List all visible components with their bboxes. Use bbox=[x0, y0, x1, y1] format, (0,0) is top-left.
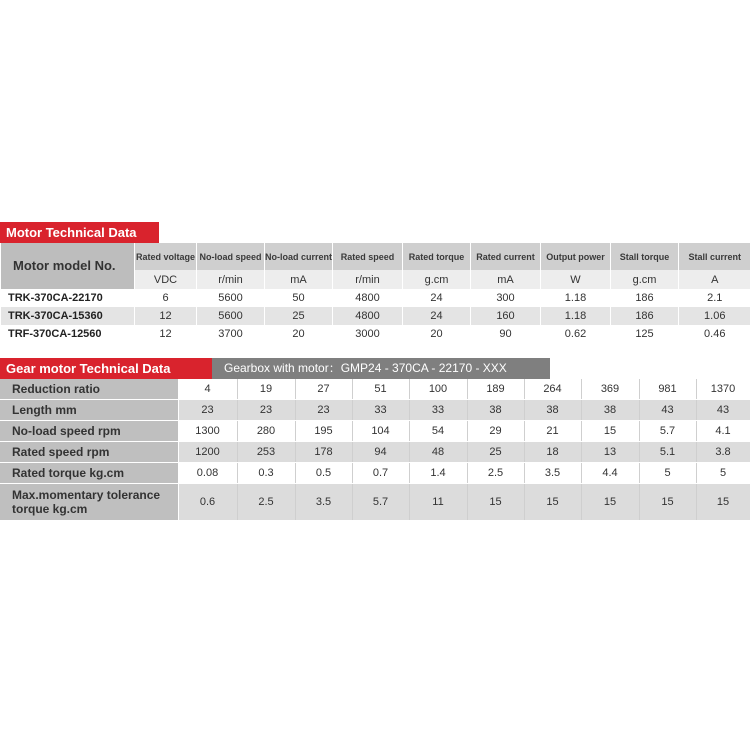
value-cell: 0.08 bbox=[178, 463, 237, 484]
gearbox-note: Gearbox with motor：GMP24 - 370CA - 22170 - XXX bbox=[212, 358, 550, 379]
value-cell: 1.4 bbox=[409, 463, 467, 484]
value-cell: 25 bbox=[467, 442, 524, 463]
table-row bbox=[0, 484, 750, 521]
table-row bbox=[1, 289, 750, 307]
value-cell: 0.46 bbox=[679, 325, 750, 343]
value-cell: 13 bbox=[581, 442, 639, 463]
value-cell: 5600 bbox=[197, 307, 265, 325]
value-cell: 38 bbox=[467, 400, 524, 421]
value-cell: 1.06 bbox=[679, 307, 750, 325]
value-cell: 100 bbox=[409, 379, 467, 400]
value-cell: 4 bbox=[178, 379, 237, 400]
col-header-output-power: Output power bbox=[541, 243, 611, 270]
value-cell: 25 bbox=[265, 307, 333, 325]
value-cell: 0.3 bbox=[237, 463, 295, 484]
value-cell: 11 bbox=[409, 484, 467, 521]
col-header-stall-current: Stall current bbox=[679, 243, 750, 270]
unit-cell: g.cm bbox=[403, 270, 471, 289]
unit-cell: mA bbox=[265, 270, 333, 289]
value-cell: 3700 bbox=[197, 325, 265, 343]
value-cell: 1.18 bbox=[541, 307, 611, 325]
unit-cell: g.cm bbox=[611, 270, 679, 289]
value-cell: 20 bbox=[265, 325, 333, 343]
value-cell: 0.5 bbox=[295, 463, 352, 484]
row-label-no-load-speed: No-load speed rpm bbox=[0, 421, 178, 442]
value-cell: 38 bbox=[524, 400, 581, 421]
value-cell: 4.4 bbox=[581, 463, 639, 484]
value-cell: 2.1 bbox=[679, 289, 750, 307]
value-cell: 3.8 bbox=[696, 442, 750, 463]
motor-model-cell: TRF-370CA-12560 bbox=[1, 325, 135, 343]
value-cell: 0.7 bbox=[352, 463, 409, 484]
value-cell: 33 bbox=[352, 400, 409, 421]
col-header-rated-torque: Rated torque bbox=[403, 243, 471, 270]
unit-cell: W bbox=[541, 270, 611, 289]
value-cell: 12 bbox=[135, 307, 197, 325]
value-cell: 3000 bbox=[333, 325, 403, 343]
motor-header-row bbox=[1, 243, 750, 270]
value-cell: 15 bbox=[581, 484, 639, 521]
value-cell: 0.62 bbox=[541, 325, 611, 343]
value-cell: 1370 bbox=[696, 379, 750, 400]
motor-spec-table bbox=[0, 243, 750, 343]
col-header-rated-current: Rated current bbox=[471, 243, 541, 270]
table-row bbox=[1, 325, 750, 343]
value-cell: 0.6 bbox=[178, 484, 237, 521]
value-cell: 5 bbox=[639, 463, 696, 484]
col-header-stall-torque: Stall torque bbox=[611, 243, 679, 270]
value-cell: 50 bbox=[265, 289, 333, 307]
value-cell: 981 bbox=[639, 379, 696, 400]
unit-cell: r/min bbox=[333, 270, 403, 289]
value-cell: 300 bbox=[471, 289, 541, 307]
value-cell: 15 bbox=[696, 484, 750, 521]
value-cell: 51 bbox=[352, 379, 409, 400]
unit-cell: r/min bbox=[197, 270, 265, 289]
value-cell: 19 bbox=[237, 379, 295, 400]
unit-cell: mA bbox=[471, 270, 541, 289]
col-header-no-load-speed: No-load speed bbox=[197, 243, 265, 270]
row-label-rated-speed: Rated speed rpm bbox=[0, 442, 178, 463]
unit-cell: A bbox=[679, 270, 750, 289]
col-header-no-load-current: No-load current bbox=[265, 243, 333, 270]
unit-cell: VDC bbox=[135, 270, 197, 289]
value-cell: 3.5 bbox=[524, 463, 581, 484]
value-cell: 90 bbox=[471, 325, 541, 343]
value-cell: 3.5 bbox=[295, 484, 352, 521]
table-row bbox=[1, 307, 750, 325]
value-cell: 5.1 bbox=[639, 442, 696, 463]
value-cell: 186 bbox=[611, 289, 679, 307]
value-cell: 178 bbox=[295, 442, 352, 463]
value-cell: 24 bbox=[403, 307, 471, 325]
motor-section-title: Motor Technical Data bbox=[0, 222, 159, 243]
value-cell: 23 bbox=[178, 400, 237, 421]
col-header-rated-speed: Rated speed bbox=[333, 243, 403, 270]
value-cell: 12 bbox=[135, 325, 197, 343]
value-cell: 29 bbox=[467, 421, 524, 442]
value-cell: 15 bbox=[581, 421, 639, 442]
gear-spec-table bbox=[0, 379, 750, 521]
value-cell: 125 bbox=[611, 325, 679, 343]
value-cell: 253 bbox=[237, 442, 295, 463]
row-label-max-momentary-tolerance-torque: Max.momentary tolerance torque kg.cm bbox=[0, 484, 178, 521]
value-cell: 23 bbox=[237, 400, 295, 421]
value-cell: 264 bbox=[524, 379, 581, 400]
value-cell: 24 bbox=[403, 289, 471, 307]
value-cell: 4800 bbox=[333, 307, 403, 325]
value-cell: 21 bbox=[524, 421, 581, 442]
value-cell: 15 bbox=[524, 484, 581, 521]
value-cell: 5 bbox=[696, 463, 750, 484]
motor-model-cell: TRK-370CA-22170 bbox=[1, 289, 135, 307]
value-cell: 5600 bbox=[197, 289, 265, 307]
value-cell: 15 bbox=[639, 484, 696, 521]
value-cell: 280 bbox=[237, 421, 295, 442]
value-cell: 2.5 bbox=[467, 463, 524, 484]
col-header-rated-voltage: Rated voltage bbox=[135, 243, 197, 270]
row-label-rated-torque: Rated torque kg.cm bbox=[0, 463, 178, 484]
row-label-length: Length mm bbox=[0, 400, 178, 421]
value-cell: 5.7 bbox=[639, 421, 696, 442]
value-cell: 33 bbox=[409, 400, 467, 421]
value-cell: 15 bbox=[467, 484, 524, 521]
value-cell: 5.7 bbox=[352, 484, 409, 521]
table-row bbox=[0, 400, 750, 421]
value-cell: 189 bbox=[467, 379, 524, 400]
value-cell: 1.18 bbox=[541, 289, 611, 307]
value-cell: 1300 bbox=[178, 421, 237, 442]
value-cell: 38 bbox=[581, 400, 639, 421]
motor-model-header: Motor model No. bbox=[1, 243, 135, 289]
gear-section-title: Gear motor Technical Data bbox=[0, 358, 212, 379]
value-cell: 43 bbox=[696, 400, 750, 421]
value-cell: 48 bbox=[409, 442, 467, 463]
motor-model-cell: TRK-370CA-15360 bbox=[1, 307, 135, 325]
gear-motor-technical-section bbox=[0, 358, 750, 521]
table-row bbox=[0, 442, 750, 463]
value-cell: 195 bbox=[295, 421, 352, 442]
value-cell: 23 bbox=[295, 400, 352, 421]
table-row bbox=[0, 379, 750, 400]
table-row bbox=[0, 421, 750, 442]
value-cell: 20 bbox=[403, 325, 471, 343]
value-cell: 6 bbox=[135, 289, 197, 307]
value-cell: 1200 bbox=[178, 442, 237, 463]
row-label-reduction-ratio: Reduction ratio bbox=[0, 379, 178, 400]
value-cell: 186 bbox=[611, 307, 679, 325]
value-cell: 369 bbox=[581, 379, 639, 400]
value-cell: 4.1 bbox=[696, 421, 750, 442]
value-cell: 43 bbox=[639, 400, 696, 421]
value-cell: 160 bbox=[471, 307, 541, 325]
value-cell: 104 bbox=[352, 421, 409, 442]
value-cell: 27 bbox=[295, 379, 352, 400]
table-row bbox=[0, 463, 750, 484]
value-cell: 54 bbox=[409, 421, 467, 442]
value-cell: 2.5 bbox=[237, 484, 295, 521]
value-cell: 4800 bbox=[333, 289, 403, 307]
gear-title-row bbox=[0, 358, 750, 379]
value-cell: 94 bbox=[352, 442, 409, 463]
motor-technical-section bbox=[0, 222, 750, 343]
value-cell: 18 bbox=[524, 442, 581, 463]
